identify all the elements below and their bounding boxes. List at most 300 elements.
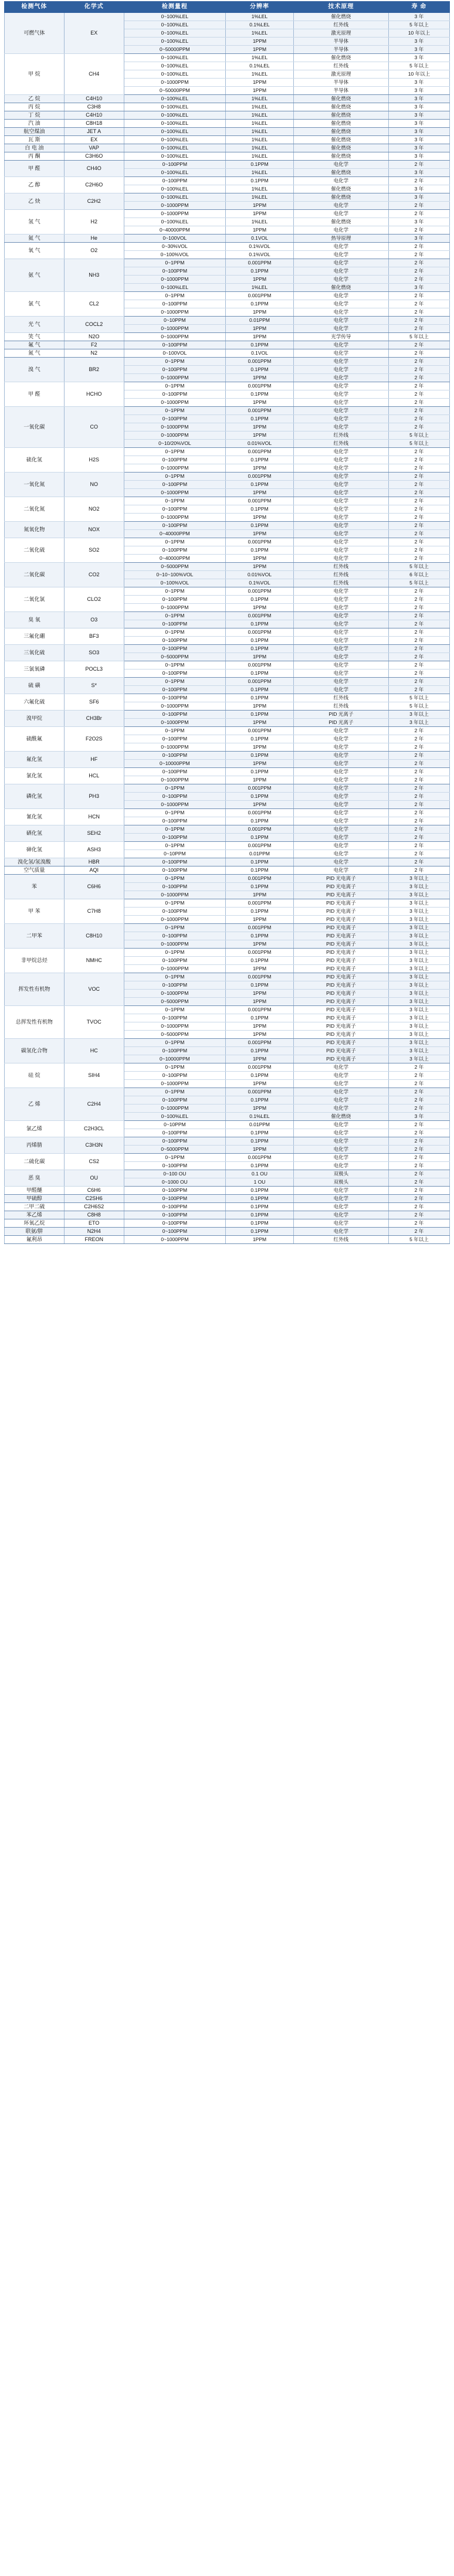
cell-resolution: 1PPM [226, 719, 294, 727]
cell-formula: HC [64, 1039, 124, 1063]
cell-resolution: 1PPM [226, 563, 294, 571]
cell-resolution: 0.1PPM [226, 1137, 294, 1146]
table-row [5, 193, 450, 202]
cell-range: 0~1PPM [124, 1063, 226, 1072]
cell-technology: PID 光电离子 [293, 990, 388, 998]
cell-technology: 电化学 [293, 858, 388, 866]
cell-resolution: 1PPM [226, 1031, 294, 1039]
cell-life: 2 年 [388, 300, 449, 308]
cell-resolution: 0.001PPM [226, 1063, 294, 1072]
table-row [5, 349, 450, 358]
cell-technology: 红外线 [293, 1236, 388, 1244]
cell-life: 2 年 [388, 620, 449, 628]
cell-formula: NMHC [64, 949, 124, 973]
cell-life: 3 年以上 [388, 932, 449, 940]
cell-resolution: 1PPM [226, 702, 294, 711]
cell-formula: BF3 [64, 628, 124, 645]
cell-formula: O2 [64, 243, 124, 259]
cell-gas-name: 乙 醇 [5, 177, 65, 193]
cell-life: 2 年 [388, 686, 449, 694]
cell-resolution: 1%LEL [226, 144, 294, 152]
cell-life: 2 年 [388, 538, 449, 546]
cell-resolution: 0.1PPM [226, 817, 294, 825]
cell-formula: C6H6 [64, 875, 124, 899]
table-row [5, 95, 450, 103]
cell-life: 2 年 [388, 243, 449, 251]
cell-range: 0~1PPM [124, 538, 226, 546]
cell-resolution: 1PPM [226, 1080, 294, 1088]
cell-life: 2 年 [388, 464, 449, 473]
cell-life: 2 年 [388, 226, 449, 235]
cell-range: 0~100PPM [124, 1187, 226, 1195]
cell-resolution: 1%LEL [226, 284, 294, 292]
cell-technology: 电化学 [293, 743, 388, 752]
table-header [5, 2, 450, 13]
cell-formula: SIH4 [64, 1063, 124, 1088]
cell-formula: F2 [64, 341, 124, 349]
cell-gas-name: 总挥发性有机物 [5, 1006, 65, 1039]
cell-resolution: 0.1PPM [226, 177, 294, 185]
cell-range: 0~1000 OU [124, 1178, 226, 1187]
cell-technology: 电化学 [293, 300, 388, 308]
cell-technology: 电化学 [293, 374, 388, 382]
cell-resolution: 0.1PPM [226, 768, 294, 776]
cell-technology: 电化学 [293, 358, 388, 366]
cell-resolution: 1%LEL [226, 185, 294, 193]
cell-gas-name: 乙 炔 [5, 193, 65, 210]
cell-technology: 电化学 [293, 1072, 388, 1080]
cell-range: 0~40000PPM [124, 226, 226, 235]
cell-life: 3 年以上 [388, 924, 449, 932]
cell-technology: 电化学 [293, 1203, 388, 1211]
cell-range: 0~1000PPM [124, 79, 226, 87]
cell-formula: C2H4 [64, 1088, 124, 1121]
cell-resolution: 1PPM [226, 891, 294, 899]
cell-life: 2 年 [388, 374, 449, 382]
cell-technology: 电化学 [293, 259, 388, 267]
cell-technology: PID 光电离子 [293, 924, 388, 932]
cell-technology: 电化学 [293, 817, 388, 825]
cell-life: 3 年 [388, 193, 449, 202]
cell-range: 0~1PPM [124, 628, 226, 637]
cell-technology: 激光原理 [293, 70, 388, 79]
cell-gas-name: 六氟化硫 [5, 694, 65, 711]
cell-life: 5 年以上 [388, 563, 449, 571]
cell-resolution: 1PPM [226, 333, 294, 341]
table-row [5, 317, 450, 325]
cell-technology: 电化学 [293, 661, 388, 670]
cell-technology: PID 光电离子 [293, 899, 388, 908]
table-row [5, 333, 450, 341]
cell-gas-name: 溴化氢/氢溴酸 [5, 858, 65, 866]
cell-life: 3 年以上 [388, 1039, 449, 1047]
cell-formula: O3 [64, 612, 124, 628]
cell-life: 2 年 [388, 407, 449, 415]
cell-range: 0~1000PPM [124, 210, 226, 218]
cell-technology: 催化燃烧 [293, 284, 388, 292]
cell-formula: VOC [64, 973, 124, 1006]
cell-range: 0~1000PPM [124, 276, 226, 284]
cell-life: 3 年以上 [388, 1006, 449, 1014]
cell-gas-name: 氯 气 [5, 292, 65, 317]
cell-resolution: 1 OU [226, 1178, 294, 1187]
cell-gas-name: 溴 气 [5, 358, 65, 382]
cell-technology: PID 光电离子 [293, 1014, 388, 1022]
cell-technology: 电化学 [293, 727, 388, 735]
cell-range: 0~1PPM [124, 825, 226, 834]
cell-range: 0~1PPM [124, 1154, 226, 1162]
cell-technology: 电化学 [293, 317, 388, 325]
cell-resolution: 1PPM [226, 1105, 294, 1113]
cell-resolution: 0.1PPM [226, 341, 294, 349]
cell-technology: 催化燃烧 [293, 13, 388, 21]
cell-range: 0~100PPM [124, 711, 226, 719]
table-row [5, 1039, 450, 1047]
cell-gas-name: 磷化氢 [5, 784, 65, 809]
cell-life: 3 年 [388, 46, 449, 54]
cell-range: 0~1PPM [124, 727, 226, 735]
cell-formula: CLO2 [64, 587, 124, 612]
cell-range: 0~1000PPM [124, 1236, 226, 1244]
cell-life: 2 年 [388, 834, 449, 842]
cell-life: 3 年以上 [388, 711, 449, 719]
cell-technology: 电化学 [293, 825, 388, 834]
cell-range: 0~100PPM [124, 1096, 226, 1105]
cell-technology: 电化学 [293, 670, 388, 678]
cell-range: 0~1000PPM [124, 719, 226, 727]
cell-resolution: 1PPM [226, 801, 294, 809]
cell-resolution: 0.1PPM [226, 1219, 294, 1228]
cell-life: 3 年 [388, 79, 449, 87]
cell-range: 0~1000PPM [124, 604, 226, 612]
cell-technology: 电化学 [293, 1137, 388, 1146]
cell-technology: 电化学 [293, 1219, 388, 1228]
cell-technology: PID 光电离子 [293, 1022, 388, 1031]
cell-technology: 电化学 [293, 1105, 388, 1113]
cell-technology: 电化学 [293, 760, 388, 768]
cell-range: 0~30%VOL [124, 243, 226, 251]
cell-life: 2 年 [388, 267, 449, 276]
cell-resolution: 0.001PPM [226, 809, 294, 817]
cell-formula: AQI [64, 866, 124, 875]
cell-life: 5 年以上 [388, 440, 449, 448]
cell-gas-name: 臭 氧 [5, 612, 65, 628]
cell-technology: PID 光电离子 [293, 932, 388, 940]
cell-technology: 电化学 [293, 752, 388, 760]
cell-technology: 催化燃烧 [293, 144, 388, 152]
cell-range: 0~1000PPM [124, 743, 226, 752]
cell-range: 0~100PPM [124, 866, 226, 875]
table-row [5, 111, 450, 120]
cell-resolution: 1PPM [226, 38, 294, 46]
cell-resolution: 1PPM [226, 431, 294, 440]
cell-life: 2 年 [388, 743, 449, 752]
cell-range: 0~100%LEL [124, 21, 226, 29]
cell-life: 3 年 [388, 169, 449, 177]
cell-range: 0~1PPM [124, 612, 226, 620]
table-row [5, 382, 450, 390]
cell-range: 0~1PPM [124, 587, 226, 596]
cell-life: 2 年 [388, 735, 449, 743]
cell-formula: H2S [64, 448, 124, 473]
cell-resolution: 0.1PPM [226, 908, 294, 916]
table-row [5, 161, 450, 169]
cell-gas-name: 氢 气 [5, 210, 65, 235]
cell-technology: 催化燃烧 [293, 111, 388, 120]
cell-gas-name: 氟 气 [5, 341, 65, 349]
cell-range: 0~1PPM [124, 924, 226, 932]
cell-resolution: 0.001PPM [226, 1154, 294, 1162]
cell-technology: 电化学 [293, 637, 388, 645]
cell-technology: 电化学 [293, 505, 388, 514]
cell-technology: 电化学 [293, 530, 388, 538]
cell-technology: 电化学 [293, 1162, 388, 1170]
cell-formula: HBR [64, 858, 124, 866]
cell-resolution: 1PPM [226, 423, 294, 431]
cell-range: 0~100%LEL [124, 38, 226, 46]
cell-technology: 电化学 [293, 653, 388, 661]
cell-life: 3 年以上 [388, 875, 449, 883]
cell-life: 2 年 [388, 341, 449, 349]
cell-resolution: 0.1PPM [226, 883, 294, 891]
cell-range: 0~1PPM [124, 1039, 226, 1047]
cell-range: 0~100%LEL [124, 144, 226, 152]
table-row [5, 949, 450, 957]
cell-technology: 电化学 [293, 1129, 388, 1137]
cell-technology: 红外线 [293, 440, 388, 448]
cell-range: 0~100PPM [124, 161, 226, 169]
cell-resolution: 0.1VOL [226, 349, 294, 358]
cell-resolution: 0.001PPM [226, 538, 294, 546]
cell-range: 0~100PPM [124, 752, 226, 760]
gas-detection-spec-page [0, 1, 454, 1244]
cell-formula: C3H3N [64, 1137, 124, 1154]
cell-life: 2 年 [388, 382, 449, 390]
cell-life: 2 年 [388, 1121, 449, 1129]
cell-technology: 红外线 [293, 571, 388, 579]
cell-formula: HF [64, 752, 124, 768]
cell-life: 3 年以上 [388, 1022, 449, 1031]
cell-formula: PH3 [64, 784, 124, 809]
cell-resolution: 0.001PPM [226, 448, 294, 456]
table-row [5, 120, 450, 128]
cell-gas-name: 二甲二硫 [5, 1203, 65, 1211]
cell-life: 3 年 [388, 144, 449, 152]
cell-range: 0~100PPM [124, 1211, 226, 1219]
cell-resolution: 0.1%LEL [226, 21, 294, 29]
cell-range: 0~100PPM [124, 735, 226, 743]
cell-life: 2 年 [388, 1170, 449, 1178]
cell-formula: NOX [64, 522, 124, 538]
cell-resolution: 0.01%VOL [226, 571, 294, 579]
cell-gas-name: 一氧化氮 [5, 473, 65, 497]
cell-formula: BR2 [64, 358, 124, 382]
table-row [5, 1063, 450, 1072]
cell-technology: 电化学 [293, 464, 388, 473]
cell-life: 3 年以上 [388, 949, 449, 957]
cell-gas-name: 航空煤油 [5, 128, 65, 136]
cell-life: 2 年 [388, 825, 449, 834]
cell-technology: 半导体 [293, 46, 388, 54]
cell-resolution: 1PPM [226, 916, 294, 924]
cell-resolution: 1PPM [226, 325, 294, 333]
cell-formula: C7H8 [64, 899, 124, 924]
cell-life: 2 年 [388, 505, 449, 514]
cell-technology: 电化学 [293, 776, 388, 784]
cell-formula: OU [64, 1170, 124, 1187]
cell-technology: 电化学 [293, 1080, 388, 1088]
cell-technology: 电化学 [293, 226, 388, 235]
cell-life: 2 年 [388, 546, 449, 555]
cell-range: 0~1PPM [124, 678, 226, 686]
cell-resolution: 0.1PPM [226, 1129, 294, 1137]
cell-technology: 电化学 [293, 382, 388, 390]
cell-gas-name: 丙 烷 [5, 103, 65, 111]
cell-gas-name: 白 电 油 [5, 144, 65, 152]
table-row [5, 407, 450, 415]
col-header-gas: 检测气体 [5, 2, 65, 13]
cell-technology: 光学传导 [293, 333, 388, 341]
cell-technology: 电化学 [293, 522, 388, 530]
cell-resolution: 0.1PPM [226, 735, 294, 743]
table-row [5, 152, 450, 161]
cell-technology: 电化学 [293, 809, 388, 817]
cell-resolution: 1%LEL [226, 218, 294, 226]
cell-life: 3 年 [388, 38, 449, 46]
cell-life: 2 年 [388, 1105, 449, 1113]
cell-range: 0~100PPM [124, 1014, 226, 1022]
cell-range: 0~1000PPM [124, 202, 226, 210]
cell-technology: 电化学 [293, 645, 388, 653]
cell-technology: 电化学 [293, 596, 388, 604]
cell-life: 3 年 [388, 152, 449, 161]
cell-life: 2 年 [388, 1072, 449, 1080]
cell-technology: 红外线 [293, 431, 388, 440]
cell-resolution: 0.1PPM [226, 1047, 294, 1055]
cell-range: 0~100PPM [124, 932, 226, 940]
cell-gas-name: 非甲烷总烃 [5, 949, 65, 973]
table-body [5, 13, 450, 1244]
table-row [5, 144, 450, 152]
col-header-resolution: 分辨率 [226, 2, 294, 13]
cell-gas-name: 乙 烷 [5, 95, 65, 103]
table-row [5, 563, 450, 571]
cell-technology: 电化学 [293, 177, 388, 185]
cell-range: 0~1000PPM [124, 702, 226, 711]
cell-resolution: 1%LEL [226, 169, 294, 177]
cell-range: 0~100PPM [124, 267, 226, 276]
cell-life: 3 年 [388, 54, 449, 62]
cell-life: 3 年以上 [388, 981, 449, 990]
cell-resolution: 0.1PPM [226, 300, 294, 308]
cell-technology: 电化学 [293, 842, 388, 850]
cell-resolution: 1PPM [226, 940, 294, 949]
cell-life: 2 年 [388, 801, 449, 809]
cell-life: 2 年 [388, 612, 449, 620]
cell-technology: 电化学 [293, 349, 388, 358]
cell-range: 0~100%LEL [124, 62, 226, 70]
cell-range: 0~100VOL [124, 349, 226, 358]
cell-technology: 电化学 [293, 423, 388, 431]
cell-range: 0~100PPM [124, 1203, 226, 1211]
cell-life: 2 年 [388, 809, 449, 817]
cell-life: 3 年以上 [388, 719, 449, 727]
cell-range: 0~100PPM [124, 817, 226, 825]
cell-technology: 电化学 [293, 210, 388, 218]
table-row [5, 473, 450, 481]
cell-resolution: 0.01PPM [226, 1121, 294, 1129]
cell-gas-name: 硫化氢 [5, 448, 65, 473]
cell-technology: 催化燃烧 [293, 120, 388, 128]
cell-resolution: 0.1PPM [226, 366, 294, 374]
cell-resolution: 1%LEL [226, 95, 294, 103]
cell-technology: 热导原理 [293, 235, 388, 243]
cell-life: 2 年 [388, 530, 449, 538]
table-row [5, 809, 450, 817]
cell-life: 2 年 [388, 645, 449, 653]
table-row [5, 341, 450, 349]
cell-resolution: 1%LEL [226, 128, 294, 136]
cell-life: 6 年以上 [388, 571, 449, 579]
table-row [5, 1228, 450, 1236]
cell-resolution: 1PPM [226, 653, 294, 661]
cell-gas-name: 光 气 [5, 317, 65, 333]
cell-resolution: 1PPM [226, 530, 294, 538]
table-row [5, 235, 450, 243]
cell-resolution: 1%LEL [226, 103, 294, 111]
cell-technology: 电化学 [293, 251, 388, 259]
cell-gas-name: 氯乙烯 [5, 1121, 65, 1137]
cell-life: 2 年 [388, 415, 449, 423]
cell-formula: C4H10 [64, 111, 124, 120]
table-row [5, 752, 450, 760]
cell-formula: HCN [64, 809, 124, 825]
cell-resolution: 1PPM [226, 1146, 294, 1154]
cell-range: 0~1000PPM [124, 916, 226, 924]
cell-range: 0~1PPM [124, 949, 226, 957]
cell-technology: 电化学 [293, 456, 388, 464]
cell-range: 0~100PPM [124, 300, 226, 308]
cell-range: 0~100PPM [124, 670, 226, 678]
cell-life: 2 年 [388, 637, 449, 645]
cell-resolution: 0.001PPM [226, 973, 294, 981]
cell-resolution: 0.1PPM [226, 694, 294, 702]
cell-formula: C3H6O [64, 152, 124, 161]
cell-resolution: 1PPM [226, 399, 294, 407]
cell-resolution: 0.1PPM [226, 161, 294, 169]
cell-technology: 电化学 [293, 587, 388, 596]
cell-gas-name: 空气质量 [5, 866, 65, 875]
cell-formula: C8H10 [64, 924, 124, 949]
cell-range: 0~100%LEL [124, 284, 226, 292]
cell-life: 2 年 [388, 1162, 449, 1170]
cell-technology: 电化学 [293, 497, 388, 505]
cell-life: 3 年以上 [388, 1047, 449, 1055]
cell-range: 0~50000PPM [124, 46, 226, 54]
cell-range: 0~100PPM [124, 1072, 226, 1080]
cell-range: 0~1000PPM [124, 776, 226, 784]
cell-resolution: 0.001PPM [226, 1006, 294, 1014]
cell-resolution: 1%LEL [226, 54, 294, 62]
cell-formula: HCHO [64, 382, 124, 407]
cell-formula: POCL3 [64, 661, 124, 678]
cell-gas-name: 硫 磺 [5, 678, 65, 694]
table-row [5, 136, 450, 144]
cell-formula: CH4 [64, 54, 124, 95]
cell-resolution: 0.1PPM [226, 522, 294, 530]
cell-life: 3 年 [388, 95, 449, 103]
cell-life: 10 年以上 [388, 70, 449, 79]
